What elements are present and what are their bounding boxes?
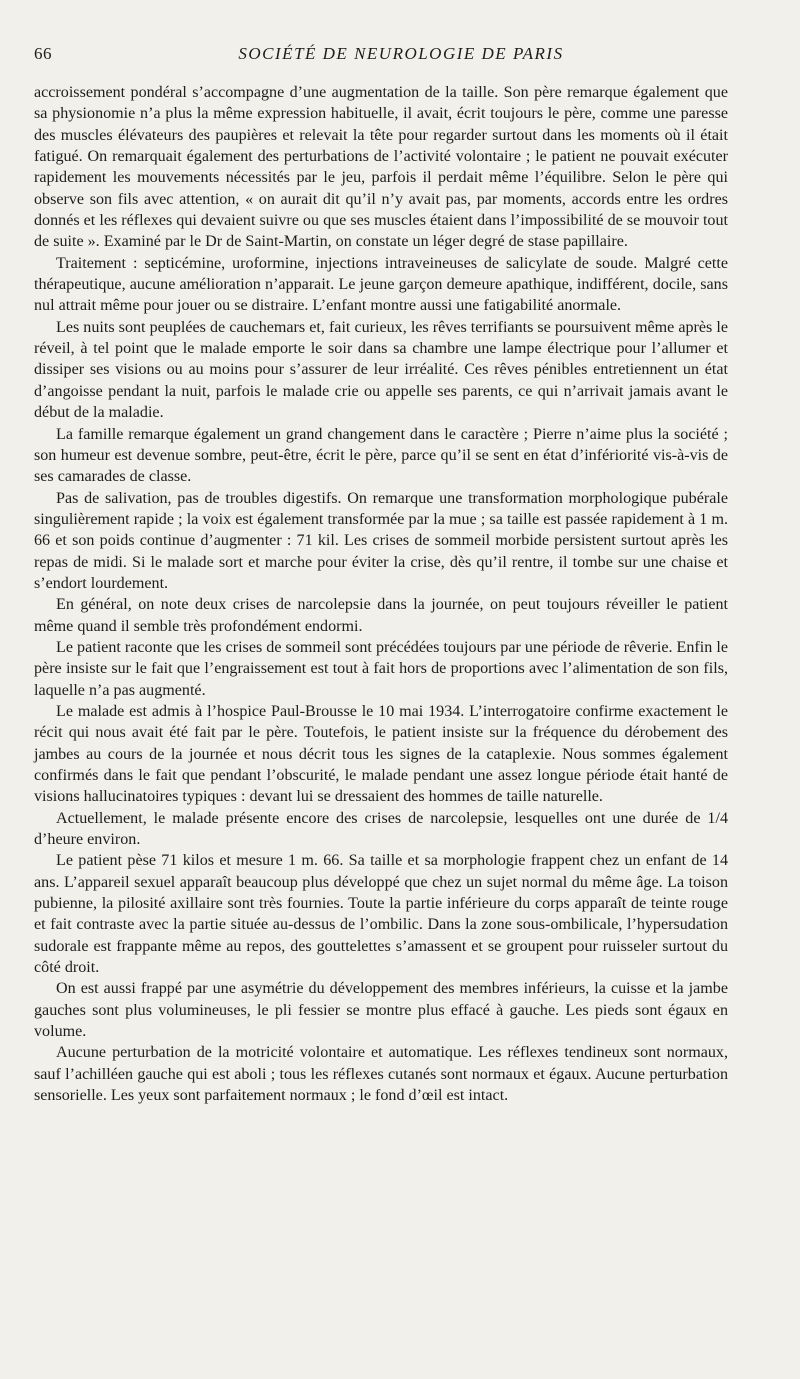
paragraph: Actuellement, le malade présente encore des crises de narcolepsie, lesquelles ont une durée de 1/4 d’heure environ. (34, 809, 728, 849)
paragraph: accroissement pondéral s’accompagne d’une augmentation de la taille. Son père remarque également que sa physionomie n’a plus la même expression habituelle, il avait, écrit toujours le père, comme une paresse des muscles élévateurs des paupières et relevait la tête pour regarder surtout dans les moments où il était fatigué. On remarquait également des perturbations de l’activité volontaire ; le patient ne pouvait exécuter rapidement les mouvements nécessités par le jeu, parfois il perdait même l’équilibre. Selon le père qui observe son fils avec attention, « on aurait dit qu’il n’y avait pas, par moments, accords entre les ordres donnés et les réflexes qui devaient suivre ou que ses muscles étaient dans l’impossibilité de se mouvoir tout de suite ». Examiné par le Dr de Saint-Martin, on constate un léger degré de stase papillaire. (34, 84, 728, 251)
paragraph: Le malade est admis à l’hospice Paul-Brousse le 10 mai 1934. L’interrogatoire confirme exactement le récit qui nous avait été fait par le père. Toutefois, le patient insiste sur la fréquence du dérobement des jambes au cours de la journée et nous décrit tous les signes de la cataplexie. Nous sommes également confirmés dans le fait que pendant l’obscurité, le malade pendant une assez longue période était hanté de visions hallucinatoires typiques : devant lui se dressaient des hommes de taille naturelle. (34, 702, 728, 806)
paragraph: Les nuits sont peuplées de cauchemars et, fait curieux, les rêves terrifiants se poursuivent même après le réveil, à tel point que le malade emporte le soir dans sa chambre une lampe électrique pour l’allumer et dissiper ses visions ou au moins pour s’assurer de leur irréalité. Ces rêves pénibles entretiennent un état d’angoisse pendant la nuit, parfois le malade crie ou appelle ses parents, ce qui n’arrivait jamais avant le début de la maladie. (34, 318, 728, 422)
paragraph: Aucune perturbation de la motricité volontaire et automatique. Les réflexes tendineux sont normaux, sauf l’achilléen gauche qui est aboli ; tous les réflexes cutanés sont normaux et égaux. Aucune perturbation sensorielle. Les yeux sont parfaitement normaux ; le fond d’œil est intact. (34, 1044, 728, 1105)
paragraph: En général, on note deux crises de narcolepsie dans la journée, on peut toujours réveiller le patient même quand il semble très profondément endormi. (34, 596, 728, 635)
journal-title: SOCIÉTÉ DE NEUROLOGIE DE PARIS (238, 44, 564, 63)
paragraph: Pas de salivation, pas de troubles digestifs. On remarque une transformation morphologique pubérale singulièrement rapide ; la voix est également transformée par la mue ; sa taille est passée rapidement à 1 m. 66 et son poids continue d’augmenter : 71 kil. Les crises de sommeil morbide persistent surtout après les repas de midi. Si le malade sort et marche pour éviter la crise, dès qu’il rentre, il tombe sur une chaise et s’endort lourdement. (34, 489, 728, 592)
paragraph: Le patient raconte que les crises de sommeil sont précédées toujours par une période de rêverie. Enfin le père insiste sur le fait que l’engraissement est tout à fait hors de proportions avec l’alimentation de son fils, laquelle n’a pas augmenté. (34, 638, 728, 699)
paragraph: Le patient pèse 71 kilos et mesure 1 m. 66. Sa taille et sa morphologie frappent chez un enfant de 14 ans. L’appareil sexuel apparaît beaucoup plus développé que chez un sujet normal du même âge. La toison pubienne, la pilosité axillaire sont très fournies. Toute la partie inférieure du corps apparaît de teinte rouge et fait contraste avec la partie située au-dessus de l’ombilic. Dans la zone sous-ombilicale, l’hypersudation sudorale est frappante même au repos, des gouttelettes s’amassent et se groupent pour ruisseler surtout du côté droit. (34, 852, 728, 977)
page-number: 66 (34, 44, 52, 63)
article-body (34, 82, 728, 1107)
running-head (34, 44, 728, 70)
paragraph: La famille remarque également un grand changement dans le caractère ; Pierre n’aime plus la société ; son humeur est devenue sombre, peut-être, écrit le père, parce qu’il se sent en état d’infériorité vis-à-vis de ses camarades de classe. (34, 425, 728, 486)
paragraph: On est aussi frappé par une asymétrie du développement des membres inférieurs, la cuisse et la jambe gauches sont plus volumineuses, le pli fessier se montre plus effacé à gauche. Les pieds sont égaux en volume. (34, 980, 728, 1041)
paragraph: Traitement : septicémine, uroformine, injections intraveineuses de salicylate de soude. Malgré cette thérapeutique, aucune amélioration n’apparait. Le jeune garçon demeure apathique, indifférent, docile, sans nul attrait même pour jouer ou se distraire. L’enfant montre aussi une fatigabilité anormale. (34, 254, 728, 315)
